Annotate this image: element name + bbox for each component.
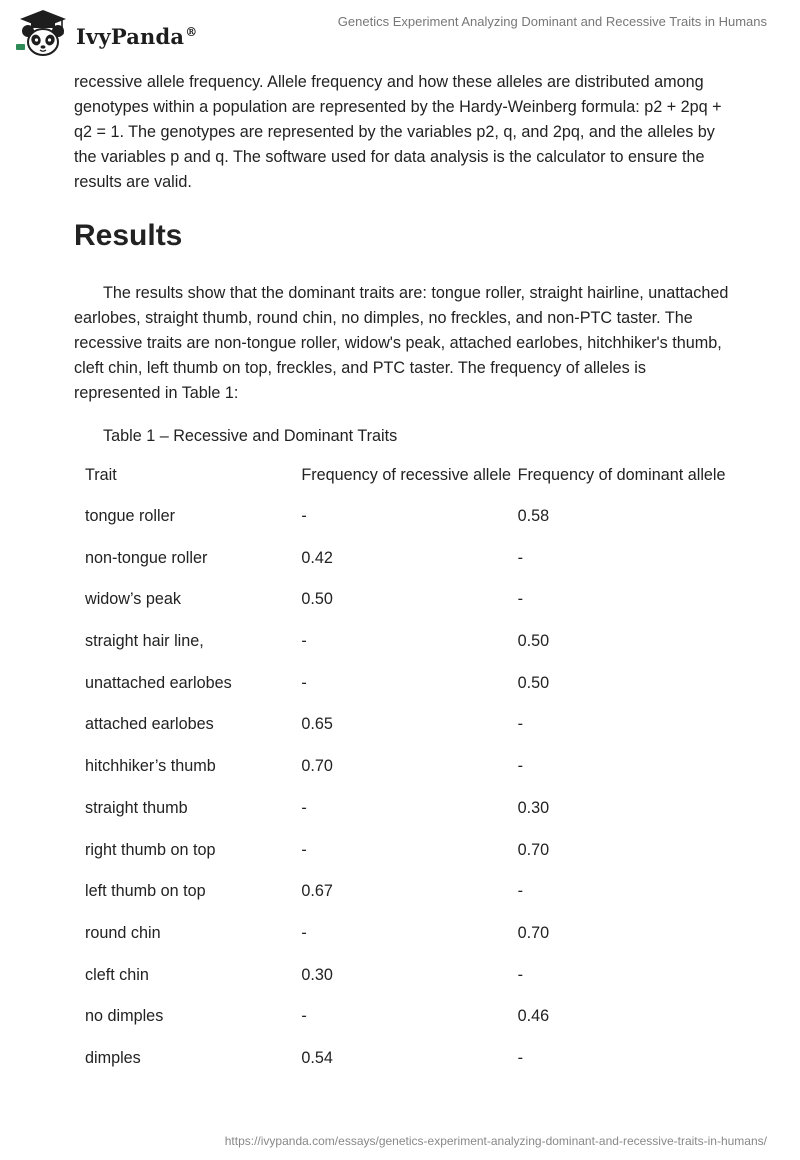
trait-cell: unattached earlobes [85,673,232,692]
recessive-frequency-cell: - [301,673,307,692]
traits-table [74,463,734,1088]
trait-cell: left thumb on top [85,882,206,901]
dominant-frequency-cell: - [517,715,524,734]
panda-graduation-cap-icon [14,8,72,60]
intro-paragraph: recessive allele frequency. Allele frequency and how these alleles are distributed among genotypes within a population are represented by the Hardy-Weinberg formula: p2 + 2pq + q2 = 1. The genotypes are represented by the variables p2, q, and 2pq, and the alleles by the variables p and q. The software used for data analysis is the calculator to ensure the results are valid. [74,73,722,191]
dominant-frequency-cell: 0.50 [517,632,550,651]
dominant-frequency-cell: - [517,882,524,901]
recessive-frequency-cell: - [301,507,307,525]
trait-cell: right thumb on top [85,840,216,859]
table-header-row [74,463,734,504]
dominant-frequency-cell: 0.50 [517,673,550,692]
recessive-frequency-cell: 0.65 [301,715,333,734]
trait-cell: no dimples [85,1007,164,1026]
recessive-frequency-cell: - [301,923,307,942]
header-recessive-frequency: Frequency of recessive allele [301,466,511,484]
dominant-frequency-cell: 0.70 [517,840,550,859]
dominant-frequency-cell: 0.30 [517,798,550,817]
trait-cell: round chin [85,923,161,942]
table-row [74,712,734,754]
table-row [74,629,734,671]
recessive-frequency-cell: 0.54 [301,1048,333,1067]
table-row [74,671,734,713]
brand-logo[interactable] [14,8,197,60]
trait-cell: dimples [85,1048,141,1067]
dominant-frequency-cell: - [517,965,524,984]
page-header [0,0,800,70]
dominant-frequency-cell: - [517,548,524,567]
dominant-frequency-cell: 0.58 [517,507,550,525]
brand-name: IvyPanda® [76,23,198,49]
table-row [74,1046,734,1088]
trait-cell: attached earlobes [85,715,214,734]
table-row [74,1004,734,1046]
table-row [74,796,734,838]
table-row [74,504,734,546]
recessive-frequency-cell: - [301,632,307,651]
table-row [74,921,734,963]
dominant-frequency-cell: - [517,590,524,609]
table-row [74,838,734,880]
recessive-frequency-cell: 0.30 [301,965,333,984]
header-dominant-frequency: Frequency of dominant allele [517,466,726,484]
header-trait: Trait [85,466,117,484]
dominant-frequency-cell: - [517,757,524,776]
trait-cell: straight thumb [85,798,188,817]
trait-cell: straight hair line, [85,632,204,651]
source-url-link[interactable]: https://ivypanda.com/essays/genetics-experiment-analyzing-dominant-and-recessive-traits-in-humans/ [224,1134,767,1148]
recessive-frequency-cell: 0.67 [301,882,333,901]
table-body [74,504,734,1088]
results-heading: Results [74,219,183,252]
dominant-frequency-cell: - [517,1048,524,1067]
dominant-frequency-cell: 0.70 [517,923,550,942]
article-content [74,70,734,1088]
recessive-frequency-cell: - [301,798,307,817]
recessive-frequency-cell: - [301,1007,307,1026]
table-row [74,546,734,588]
recessive-frequency-cell: 0.70 [301,757,333,776]
registered-mark: ® [185,24,198,39]
recessive-frequency-cell: - [301,840,307,859]
dominant-frequency-cell: 0.46 [517,1007,550,1026]
document-title: Genetics Experiment Analyzing Dominant and Recessive Traits in Humans [337,14,767,29]
recessive-frequency-cell: 0.42 [301,548,333,567]
recessive-frequency-cell: 0.50 [301,590,333,609]
trait-cell: widow’s peak [85,590,181,609]
table-row [74,754,734,796]
results-paragraph: The results show that the dominant traits are: tongue roller, straight hairline, unattached earlobes, straight thumb, round chin, no dimples, no freckles, and non-PTC taster. The recessive traits are non-tongue roller, widow's peak, attached earlobes, hitchhiker's thumb, cleft chin, left thumb on top, freckles, and PTC taster. The frequency of alleles is represented in Table 1: [74,284,729,402]
trait-cell: hitchhiker’s thumb [85,757,216,776]
trait-cell: tongue roller [85,507,175,525]
trait-cell: cleft chin [85,965,149,984]
table-row [74,963,734,1005]
table-row [74,879,734,921]
table-caption: Table 1 – Recessive and Dominant Traits [103,427,398,445]
table-row [74,587,734,629]
trait-cell: non-tongue roller [85,548,208,567]
